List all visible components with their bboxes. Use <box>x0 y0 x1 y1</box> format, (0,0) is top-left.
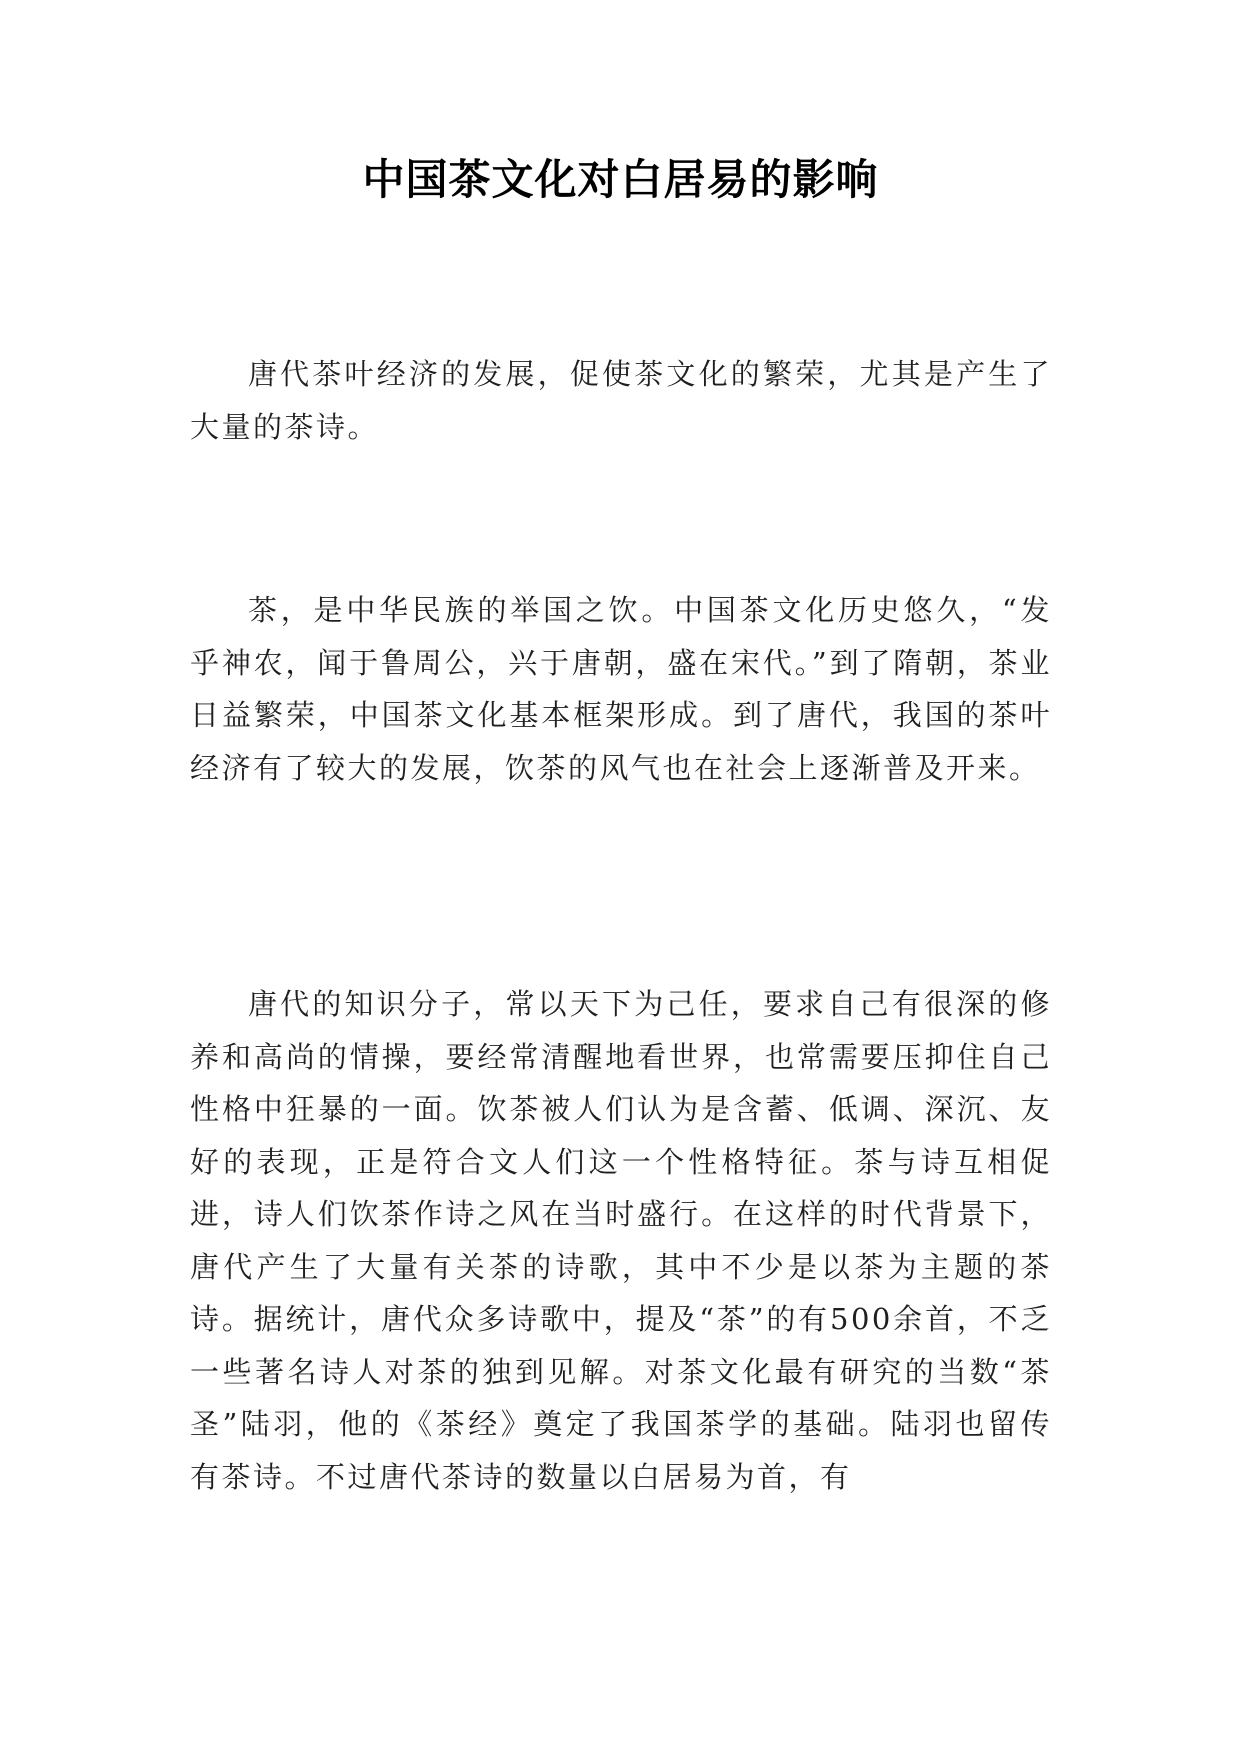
document-title: 中国茶文化对白居易的影响 <box>362 155 879 204</box>
paragraph-tea-history: 茶，是中华民族的举国之饮。中国茶文化历史悠久，“发乎神农，闻于鲁周公，兴于唐朝，盛在宋代。”到了隋朝，茶业日益繁荣，中国茶文化基本框架形成。到了唐代，我国的茶叶经济有了较大的发展，饮茶的风气也在社会上逐渐普及开来。 <box>190 593 1052 785</box>
paragraph-tea-poetry-intro: 唐代茶叶经济的发展，促使茶文化的繁荣，尤其是产生了大量的茶诗。 <box>190 357 1052 444</box>
paragraph-tang-scholars: 唐代的知识分子，常以天下为己任，要求自己有很深的修养和高尚的情操，要经常清醒地看世界，也常需要压抑住自己性格中狂暴的一面。饮茶被人们认为是含蓄、低调、深沉、友好的表现，正是符合文人们这一个性格特征。茶与诗互相促进，诗人们饮茶作诗之风在当时盛行。在这样的时代背景下，唐代产生了大量有关茶的诗歌，其中不少是以茶为主题的茶诗。据统计，唐代众多诗歌中，提及“茶”的有500余首，不乏一些著名诗人对茶的独到见解。对茶文化最有研究的当数“茶圣”陆羽，他的《茶经》奠定了我国茶学的基础。陆羽也留传有茶诗。不过唐代茶诗的数量以白居易为首，有 <box>190 987 1052 1494</box>
